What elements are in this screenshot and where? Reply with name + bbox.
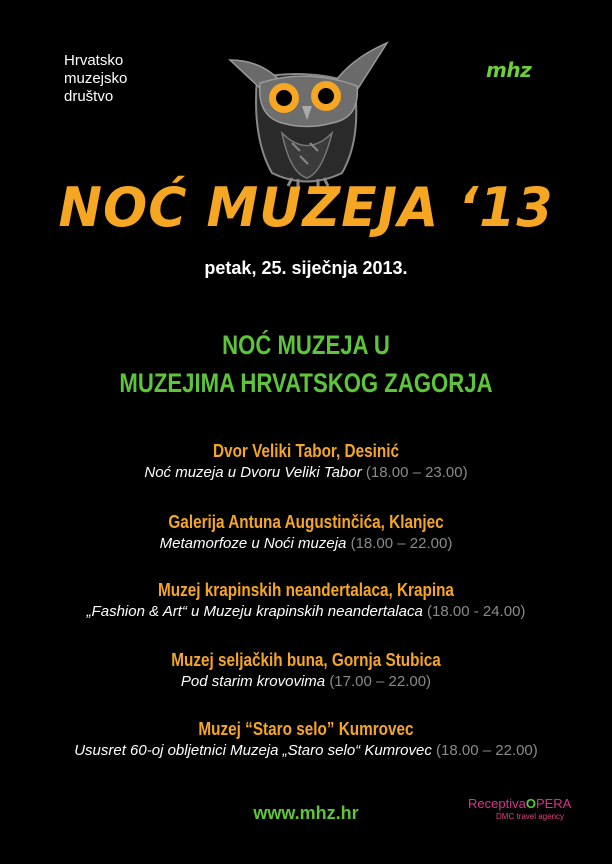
event-item (0, 441, 612, 481)
event-item (0, 580, 612, 620)
event-item (0, 512, 612, 552)
event-venue: Muzej krapinskih neandertalaca, Krapina (158, 580, 454, 600)
event-description-line (0, 673, 612, 690)
event-venue: Muzej seljačkih buna, Gornja Stubica (171, 650, 441, 670)
event-description: Noć muzeja u Dvoru Veliki Tabor (144, 464, 362, 481)
event-description: Ususret 60-oj obljetnici Muzeja „Staro selo“ Kumrovec (74, 742, 432, 759)
event-time: (18.00 – 23.00) (365, 464, 468, 481)
event-description-line (0, 535, 612, 552)
event-time: (18.00 - 24.00) (427, 603, 526, 620)
owl-illustration-icon (222, 38, 392, 188)
sponsor-name-part2: PERA (535, 796, 572, 811)
event-time: (17.00 – 22.00) (329, 673, 432, 690)
event-venue: Dvor Veliki Tabor, Desinić (213, 441, 399, 461)
event-description-line (0, 464, 612, 481)
sponsor-tagline: DMC travel agency (496, 812, 565, 821)
sponsor-logo (468, 796, 588, 821)
event-date: petak, 25. siječnja 2013. (204, 258, 408, 278)
event-description: Pod starim krovovima (180, 673, 326, 690)
event-time: (18.00 – 22.00) (350, 535, 453, 552)
website-link[interactable]: www.mhz.hr (253, 803, 359, 823)
organization-line-1: Hrvatsko (64, 52, 124, 69)
event-venue: Muzej “Staro selo” Kumrovec (198, 719, 414, 739)
organization-line-2: muzejsko (64, 70, 128, 87)
event-item (0, 650, 612, 690)
event-venue: Galerija Antuna Augustinčića, Klanjec (168, 512, 444, 532)
event-item (0, 719, 612, 759)
event-description-line (0, 742, 612, 759)
sponsor-name (468, 796, 588, 811)
section-heading-line-2: MUZEJIMA HRVATSKOG ZAGORJA (119, 368, 493, 398)
event-description: „Fashion & Art“ u Muzeju krapinskih neandertalaca (86, 603, 423, 620)
event-description-line (0, 603, 612, 620)
section-heading-line-1: NOĆ MUZEJA U (222, 330, 390, 360)
organization-name (64, 52, 127, 106)
poster-title: NOĆ MUZEJA ‘13 (58, 176, 554, 240)
organization-line-3: društvo (64, 88, 114, 105)
mhz-logo: mhz (486, 58, 532, 82)
event-description: Metamorfoze u Noći muzeja (159, 535, 347, 552)
event-time: (18.00 – 22.00) (436, 742, 538, 759)
sponsor-name-part1: Receptiva (468, 796, 526, 811)
sponsor-name-o: O (525, 796, 536, 811)
